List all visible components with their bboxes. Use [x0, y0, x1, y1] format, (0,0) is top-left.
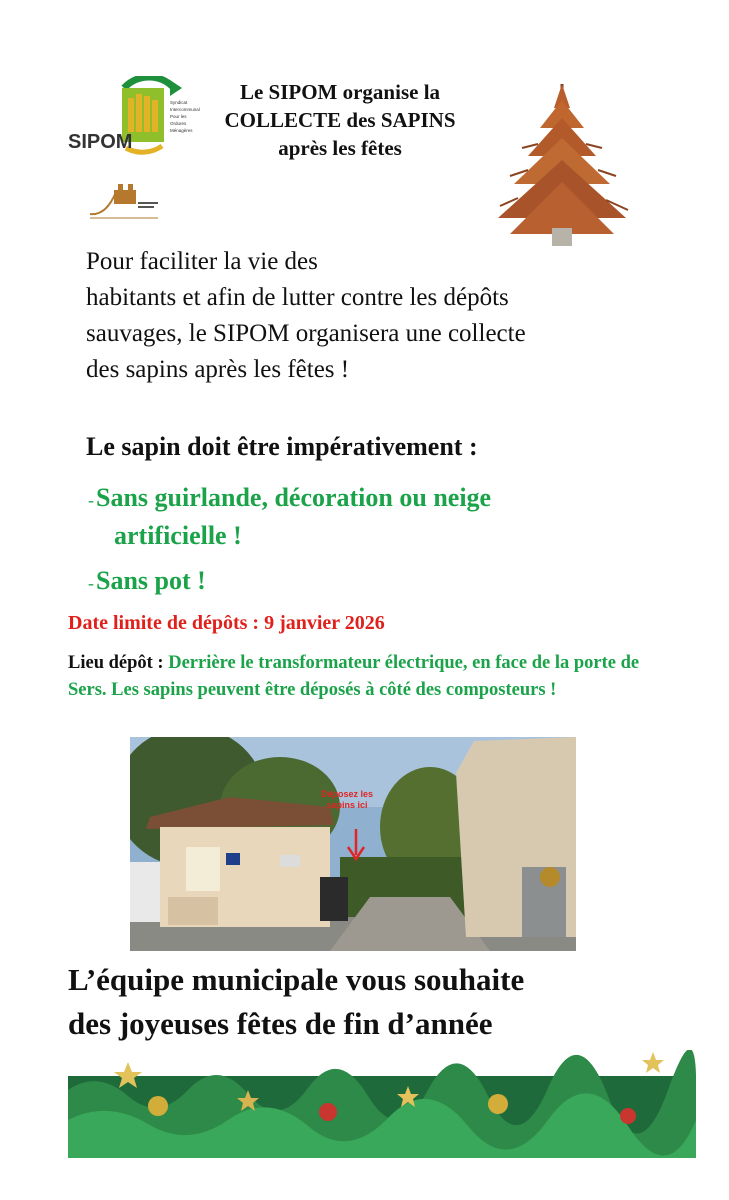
- title-line-2: COLLECTE des SAPINS: [224, 108, 456, 132]
- intro-line: sauvages, le SIPOM organisera une collecte: [86, 320, 526, 347]
- photo-annotation-line: sapins ici: [326, 800, 368, 810]
- bullet-dash: -: [88, 573, 94, 593]
- dry-fir-tree-image: [488, 78, 636, 253]
- intro-line: des sapins après les fêtes !: [86, 356, 350, 383]
- page-title: [190, 78, 490, 162]
- svg-text:Syndicat: Syndicat: [170, 100, 188, 105]
- requirement-item: [88, 563, 206, 601]
- svg-text:Intercommunal: Intercommunal: [170, 107, 200, 112]
- photo-annotation-line: Déposez les: [320, 789, 374, 799]
- greeting-line: L’équipe municipale vous souhaite: [68, 962, 525, 997]
- requirement-text: Sans guirlande, décoration ou neige: [96, 483, 492, 512]
- location-photo: [130, 737, 576, 951]
- requirement-item: [88, 480, 608, 554]
- season-greetings: [68, 958, 708, 1046]
- title-line-1: Le SIPOM organise la: [239, 80, 441, 104]
- drop-location: [68, 650, 668, 704]
- commune-logo: [86, 180, 162, 222]
- svg-text:Ordures: Ordures: [170, 121, 187, 126]
- deadline-text: Date limite de dépôts : 9 janvier 2026: [68, 612, 385, 634]
- photo-annotation: [302, 789, 392, 811]
- drop-location-label: Lieu dépôt :: [68, 653, 169, 673]
- requirements-title: Le sapin doit être impérativement :: [86, 432, 478, 461]
- christmas-garland-decoration: [68, 1050, 696, 1158]
- greeting-line: des joyeuses fêtes de fin d’année: [68, 1006, 493, 1041]
- bullet-dash: -: [88, 490, 94, 510]
- intro-paragraph: [86, 244, 666, 388]
- requirement-text: Sans pot !: [96, 566, 206, 595]
- svg-text:Pour les: Pour les: [170, 114, 187, 119]
- intro-line: habitants et afin de lutter contre les dépôts: [86, 284, 509, 311]
- intro-line: Pour faciliter la vie des: [86, 248, 318, 275]
- requirement-text-continued: artificielle !: [114, 521, 242, 550]
- svg-text:Ménagères: Ménagères: [170, 128, 193, 133]
- title-line-3: après les fêtes: [278, 136, 402, 160]
- drop-location-value: Derrière le transformateur électrique, en face de la porte de Sers. Les sapins peuvent être déposés à côté des composteurs !: [68, 653, 640, 700]
- location-photo-drawing: [130, 737, 576, 951]
- svg-text:SIPOM: SIPOM: [68, 131, 133, 153]
